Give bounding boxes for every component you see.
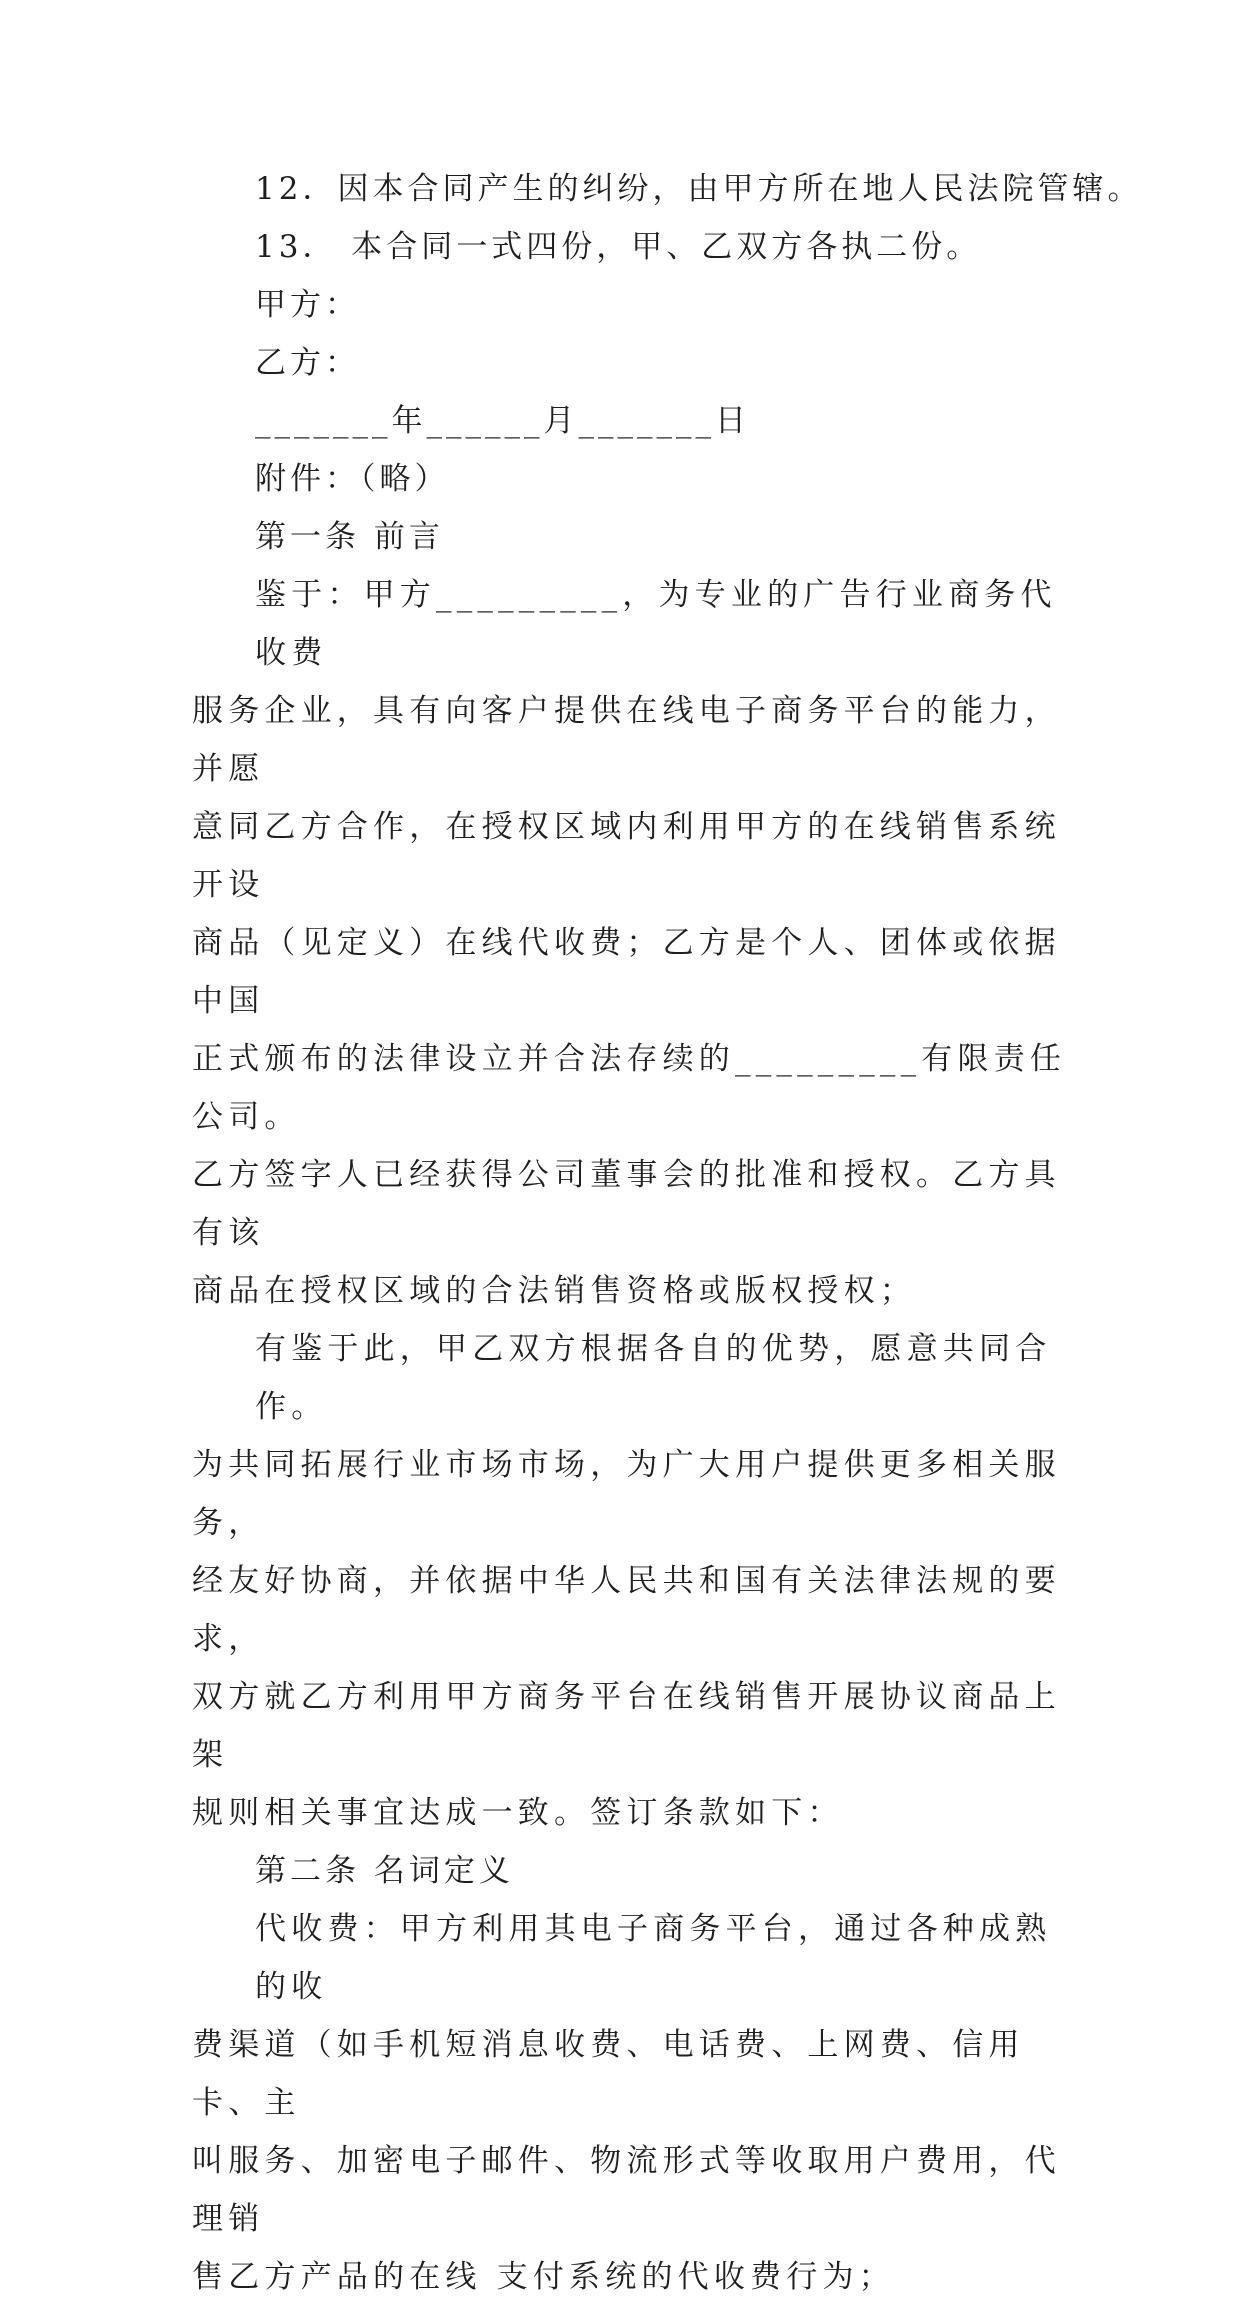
cooperation-line: 规则相关事宜达成一致。签订条款如下： xyxy=(192,1795,844,1831)
definition-line: 售乙方产品的在线 支付系统的代收费行为； xyxy=(192,2259,895,2295)
preamble-line: 服务企业，具有向客户提供在线电子商务平台的能力，并愿 xyxy=(192,693,1061,787)
date-line: _______年______月_______日 xyxy=(255,403,750,439)
preamble-line: 鉴于：甲方_________，为专业的广告行业商务代收费 xyxy=(255,577,1057,671)
cooperation-line: 双方就乙方利用甲方商务平台在线销售开展协议商品上架 xyxy=(192,1679,1061,1773)
preamble-paragraph xyxy=(192,566,1072,1320)
cooperation-line: 经友好协商，并依据中华人民共和国有关法律法规的要求， xyxy=(192,1563,1061,1657)
article-1-title: 第一条 前言 xyxy=(255,519,444,555)
definition-line: 代收费：甲方利用其电子商务平台，通过各种成熟的收 xyxy=(255,1911,1052,2005)
definition-paragraph xyxy=(192,1900,1072,2306)
preamble-line: 乙方签字人已经获得公司董事会的批准和授权。乙方具有该 xyxy=(192,1157,1061,1251)
cooperation-paragraph xyxy=(192,1320,1072,1842)
clause-12: 12．因本合同产生的纠纷，由甲方所在地人民法院管辖。 xyxy=(255,171,1143,207)
preamble-line: 商品在授权区域的合法销售资格或版权授权； xyxy=(192,1273,916,1309)
attachment-line: 附件：（略） xyxy=(255,461,450,497)
preamble-line: 意同乙方合作，在授权区域内利用甲方的在线销售系统开设 xyxy=(192,809,1061,903)
party-a-label: 甲方： xyxy=(255,287,360,323)
cooperation-line: 有鉴于此，甲乙双方根据各自的优势，愿意共同合作。 xyxy=(255,1331,1052,1425)
cooperation-line: 为共同拓展行业市场市场，为广大用户提供更多相关服务， xyxy=(192,1447,1061,1541)
document-page xyxy=(192,160,1143,2306)
preamble-line: 商品（见定义）在线代收费；乙方是个人、团体或依据中国 xyxy=(192,925,1061,1019)
party-b-label: 乙方： xyxy=(255,345,360,381)
clause-13: 13． 本合同一式四份，甲、乙双方各执二份。 xyxy=(255,229,982,265)
definition-line: 叫服务、加密电子邮件、物流形式等收取用户费用，代理销 xyxy=(192,2143,1061,2237)
definition-line: 费渠道（如手机短消息收费、电话费、上网费、信用卡、主 xyxy=(192,2027,1025,2121)
preamble-line: 正式颁布的法律设立并合法存续的_________有限责任公司。 xyxy=(192,1041,1067,1135)
article-2-title: 第二条 名词定义 xyxy=(255,1853,514,1889)
